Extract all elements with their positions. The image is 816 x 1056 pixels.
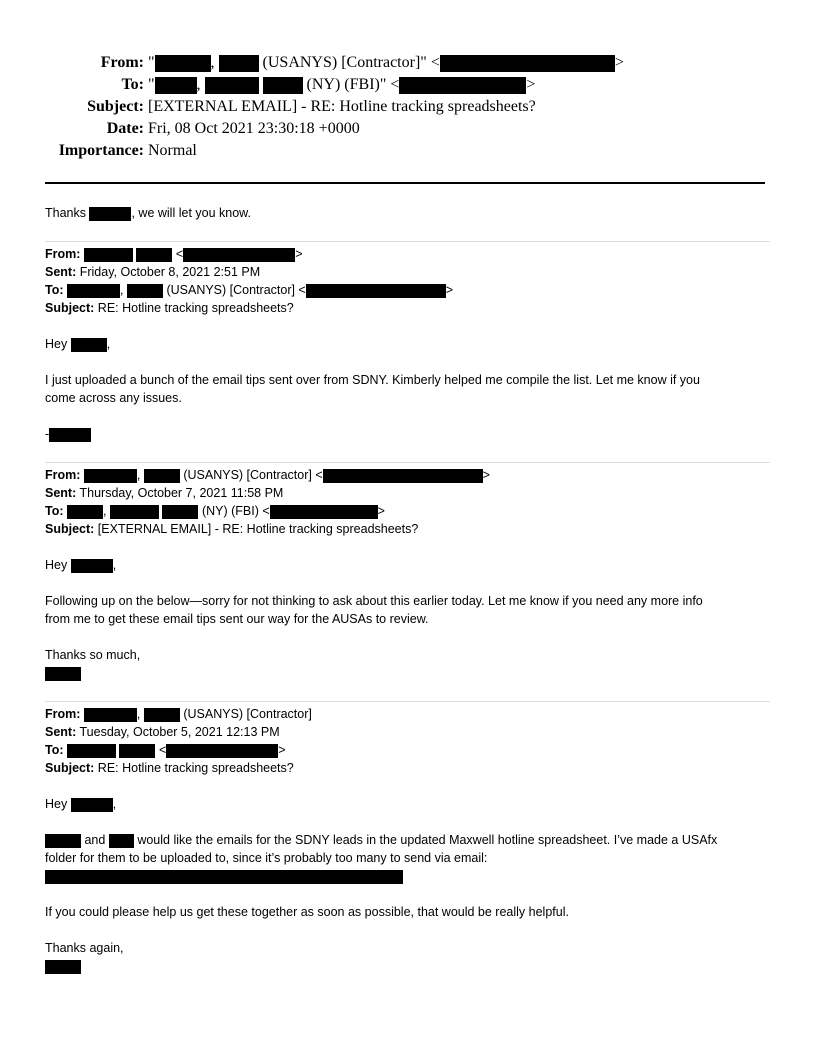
reply-text: , we will let you know. bbox=[131, 206, 251, 220]
header-to-org: (NY) (FBI)" < bbox=[306, 76, 400, 93]
redaction bbox=[263, 77, 303, 94]
subject-label: Subject: bbox=[45, 522, 95, 536]
quote2-from-row bbox=[45, 467, 490, 483]
quote3-sent-row bbox=[45, 724, 280, 740]
header-importance-value: Normal bbox=[148, 142, 197, 159]
comma: , bbox=[106, 337, 111, 351]
quote1-to-row bbox=[45, 282, 453, 298]
comma: , bbox=[120, 283, 124, 297]
sent-value: Tuesday, October 5, 2021 12:13 PM bbox=[79, 725, 280, 739]
subject-label: Subject: bbox=[45, 761, 95, 775]
angle-close: > bbox=[295, 247, 303, 261]
redaction bbox=[155, 77, 197, 94]
redaction bbox=[166, 744, 278, 758]
quote-separator bbox=[45, 701, 770, 702]
redaction bbox=[162, 505, 198, 519]
header-subject-label: Subject: bbox=[87, 98, 144, 115]
redaction bbox=[119, 744, 155, 758]
quote2-greeting bbox=[45, 557, 116, 573]
quote2-signature bbox=[45, 665, 81, 681]
comma: , bbox=[112, 558, 117, 572]
to-org: (USANYS) [Contractor] < bbox=[166, 283, 306, 297]
to-org: (NY) (FBI) < bbox=[201, 504, 270, 518]
redaction bbox=[323, 469, 483, 483]
header-from-label: From: bbox=[100, 54, 144, 71]
redaction bbox=[109, 834, 134, 848]
redaction bbox=[45, 870, 403, 884]
from-org: (USANYS) [Contractor] bbox=[183, 707, 312, 721]
redaction bbox=[45, 834, 81, 848]
to-label: To: bbox=[45, 743, 64, 757]
header-importance-row bbox=[0, 140, 816, 162]
quote3-body-line bbox=[45, 832, 717, 848]
header-divider bbox=[45, 182, 765, 184]
quote3-greeting bbox=[45, 796, 116, 812]
redaction bbox=[155, 55, 211, 72]
redaction bbox=[136, 248, 172, 262]
greeting-text: Hey bbox=[45, 558, 68, 572]
header-date-label: Date: bbox=[106, 120, 144, 137]
redaction bbox=[144, 708, 180, 722]
subject-label: Subject: bbox=[45, 301, 95, 315]
angle-close: > bbox=[482, 468, 490, 482]
body-text: would like the emails for the SDNY leads in the updated Maxwell hotline spreadsheet. I’ve made a USAfx bbox=[137, 833, 718, 847]
angle-close: > bbox=[614, 54, 624, 71]
angle-close: > bbox=[377, 504, 385, 518]
signature-dash: - bbox=[45, 427, 50, 441]
redaction bbox=[67, 505, 103, 519]
subject-value: RE: Hotline tracking spreadsheets? bbox=[97, 761, 294, 775]
header-to-value bbox=[148, 74, 535, 96]
redaction bbox=[67, 744, 116, 758]
quote3-redacted-link bbox=[45, 868, 403, 884]
from-label: From: bbox=[45, 707, 81, 721]
angle-close: > bbox=[278, 743, 286, 757]
header-date-value: Fri, 08 Oct 2021 23:30:18 +0000 bbox=[148, 120, 360, 137]
quote1-from-row bbox=[45, 246, 303, 262]
subject-value: [EXTERNAL EMAIL] - RE: Hotline tracking spreadsheets? bbox=[97, 522, 419, 536]
quote2-subject-row bbox=[45, 521, 418, 537]
quote-separator bbox=[45, 462, 770, 463]
header-subject-row bbox=[0, 96, 816, 118]
comma: , bbox=[103, 504, 107, 518]
redaction bbox=[71, 559, 113, 573]
redaction bbox=[45, 960, 81, 974]
quote1-body-line: come across any issues. bbox=[45, 391, 182, 405]
comma: , bbox=[112, 797, 117, 811]
redaction bbox=[144, 469, 180, 483]
from-label: From: bbox=[45, 468, 81, 482]
header-date-row bbox=[0, 118, 816, 140]
sent-label: Sent: bbox=[45, 725, 77, 739]
comma: , bbox=[196, 76, 201, 93]
header-from-row bbox=[0, 52, 816, 74]
from-org: (USANYS) [Contractor] < bbox=[183, 468, 323, 482]
redaction bbox=[183, 248, 295, 262]
sent-label: Sent: bbox=[45, 265, 77, 279]
body-text: and bbox=[84, 833, 106, 847]
greeting-text: Hey bbox=[45, 337, 68, 351]
quote1-body-line: I just uploaded a bunch of the email tips sent over from SDNY. Kimberly helped me compile the list. Let me know if you bbox=[45, 373, 700, 387]
subject-value: RE: Hotline tracking spreadsheets? bbox=[97, 301, 294, 315]
quote3-to-row bbox=[45, 742, 286, 758]
angle-open: < bbox=[175, 247, 184, 261]
redaction bbox=[270, 505, 378, 519]
redaction bbox=[399, 77, 526, 94]
quote-mark: " bbox=[148, 54, 155, 71]
quote-separator bbox=[45, 241, 770, 242]
redaction bbox=[49, 428, 91, 442]
quote1-subject-row bbox=[45, 300, 294, 316]
redaction bbox=[306, 284, 446, 298]
quote3-from-row bbox=[45, 706, 312, 722]
quote1-greeting bbox=[45, 336, 110, 352]
quote2-to-row bbox=[45, 503, 385, 519]
header-to-row bbox=[0, 74, 816, 96]
header-subject-value: [EXTERNAL EMAIL] - RE: Hotline tracking spreadsheets? bbox=[148, 98, 536, 115]
quote2-body-line: from me to get these email tips sent our way for the AUSAs to review. bbox=[45, 612, 429, 626]
quote3-body-line: If you could please help us get these together as soon as possible, that would be really helpful. bbox=[45, 905, 569, 919]
angle-open: < bbox=[158, 743, 167, 757]
redaction bbox=[110, 505, 159, 519]
redaction bbox=[219, 55, 259, 72]
redaction bbox=[45, 667, 81, 681]
redaction bbox=[440, 55, 615, 72]
quote2-closing: Thanks so much, bbox=[45, 648, 141, 662]
header-to-label: To: bbox=[121, 76, 144, 93]
quote3-signature bbox=[45, 958, 81, 974]
comma: , bbox=[210, 54, 215, 71]
quote1-sent-row bbox=[45, 264, 260, 280]
angle-close: > bbox=[445, 283, 454, 297]
quote2-sent-row bbox=[45, 485, 283, 501]
to-label: To: bbox=[45, 504, 64, 518]
comma: , bbox=[136, 707, 141, 721]
sent-label: Sent: bbox=[45, 486, 77, 500]
redaction bbox=[84, 248, 133, 262]
from-label: From: bbox=[45, 247, 81, 261]
angle-close: > bbox=[526, 76, 536, 93]
quote-mark: " bbox=[148, 76, 155, 93]
redaction bbox=[127, 284, 163, 298]
quote2-body-line: Following up on the below—sorry for not thinking to ask about this earlier today. Let me know if you need any more info bbox=[45, 594, 703, 608]
greeting-text: Hey bbox=[45, 797, 68, 811]
reply-text: Thanks bbox=[45, 206, 86, 220]
message-reply-line bbox=[45, 205, 251, 221]
header-importance-label: Importance: bbox=[58, 142, 144, 159]
comma: , bbox=[136, 468, 141, 482]
redaction bbox=[67, 284, 120, 298]
redaction bbox=[71, 798, 113, 812]
redaction bbox=[89, 207, 131, 221]
header-from-value bbox=[148, 52, 624, 74]
redaction bbox=[205, 77, 259, 94]
quote3-closing: Thanks again, bbox=[45, 941, 124, 955]
quote3-body-line: folder for them to be uploaded to, since it’s probably too many to send via email: bbox=[45, 851, 488, 865]
to-label: To: bbox=[45, 283, 64, 297]
sent-value: Thursday, October 7, 2021 11:58 PM bbox=[79, 486, 284, 500]
redaction bbox=[84, 469, 137, 483]
sent-value: Friday, October 8, 2021 2:51 PM bbox=[79, 265, 261, 279]
header-from-org: (USANYS) [Contractor]" < bbox=[262, 54, 440, 71]
redaction bbox=[71, 338, 107, 352]
quote1-signature bbox=[45, 426, 91, 442]
quote3-subject-row bbox=[45, 760, 294, 776]
redaction bbox=[84, 708, 137, 722]
